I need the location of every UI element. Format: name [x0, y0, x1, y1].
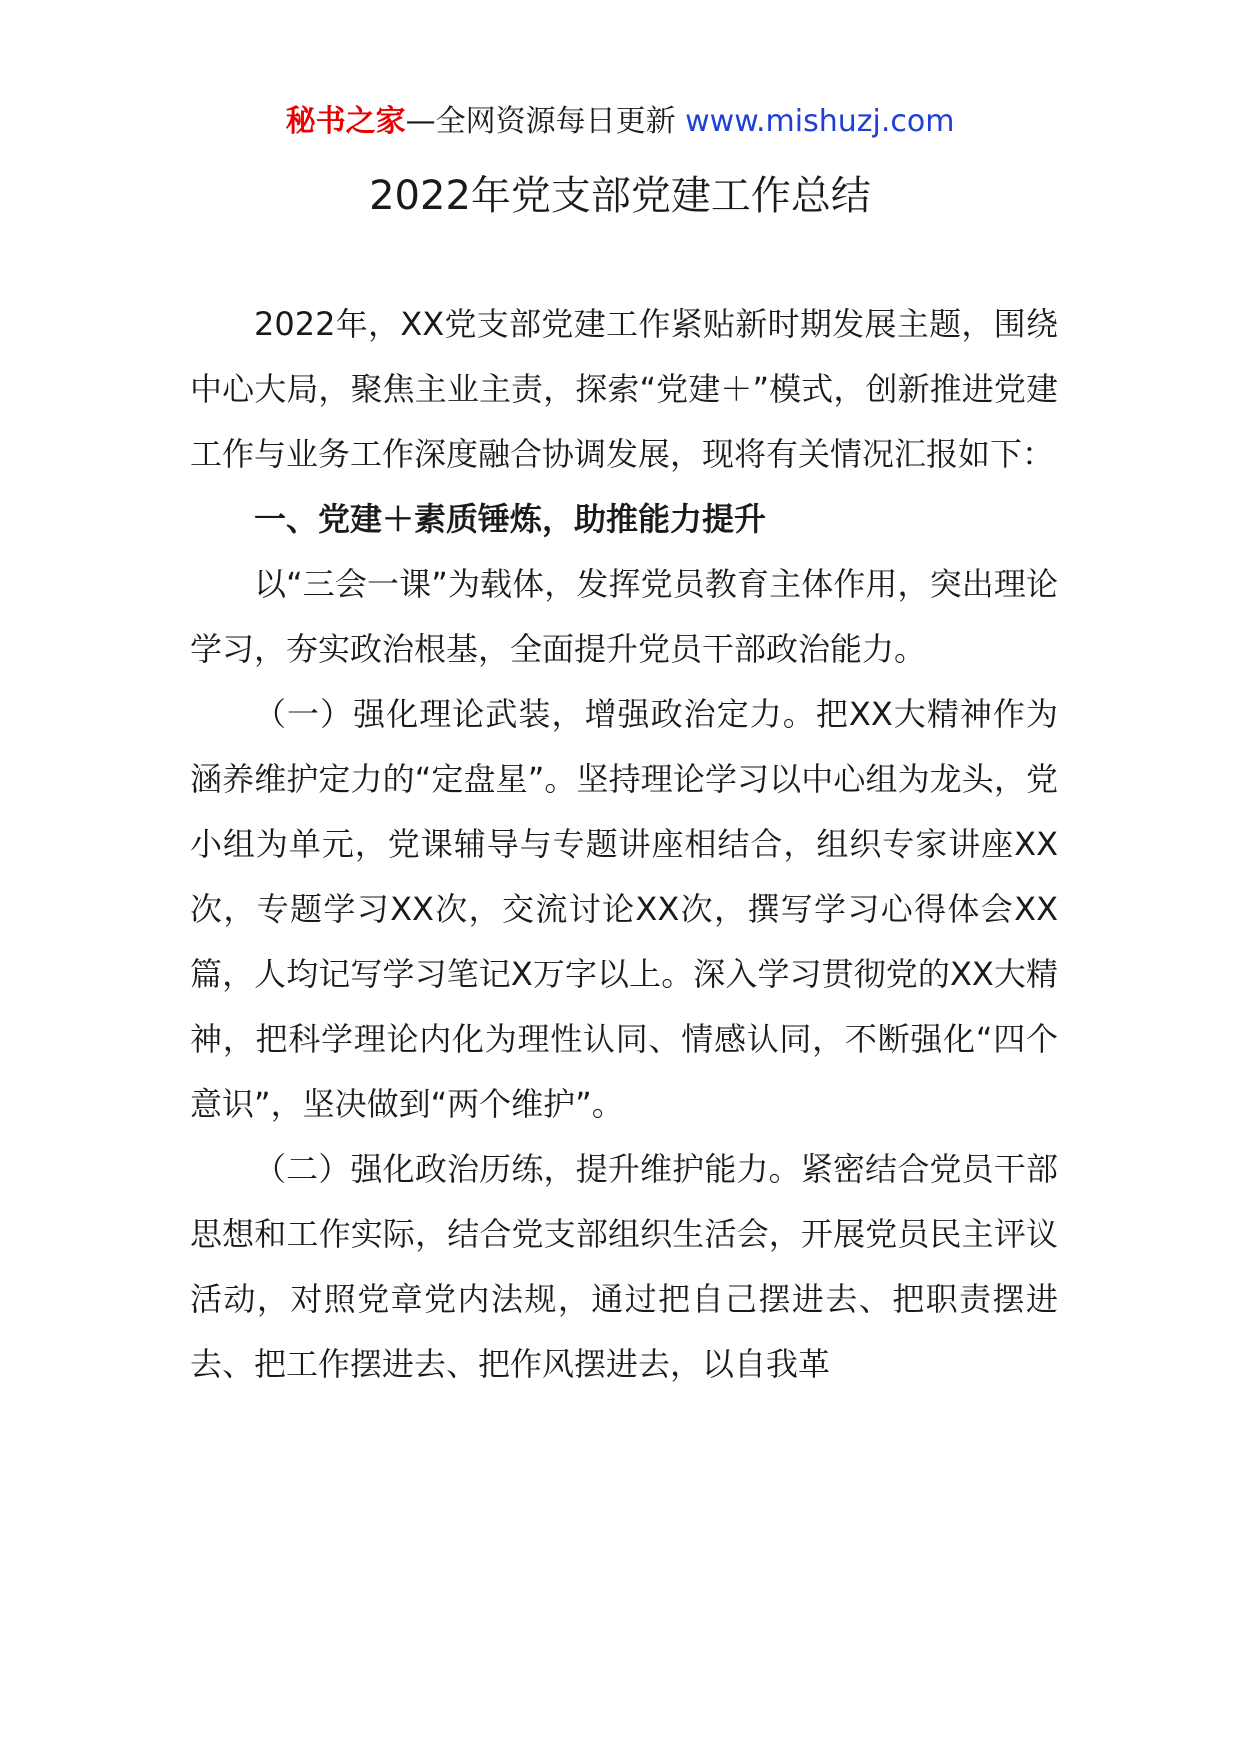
brand-name: 秘书之家 [285, 104, 406, 139]
document-body [190, 292, 1058, 1397]
section-1-intro-paragraph: 以“三会一课”为载体，发挥党员教育主体作用，突出理论学习，夯实政治根基，全面提升党员干部政治能力。 [190, 565, 1058, 668]
site-url[interactable]: www.mishuzj.com [685, 104, 955, 139]
subsection-2-paragraph: （二）强化政治历练，提升维护能力。紧密结合党员干部思想和工作实际，结合党支部组织生活会，开展党员民主评议活动，对照党章党内法规，通过把自己摆进去、把职责摆进去、把工作摆进去、把作风摆进去，以自我革 [190, 1150, 1058, 1383]
site-header [0, 100, 1240, 144]
intro-paragraph: 2022年，XX党支部党建工作紧贴新时期发展主题，围绕中心大局，聚焦主业主责，探索“党建＋”模式，创新推进党建工作与业务工作深度融合协调发展，现将有关情况汇报如下： [190, 305, 1058, 473]
document-title: 2022年党支部党建工作总结 [369, 173, 871, 219]
section-heading-1: 一、党建＋素质锤炼，助推能力提升 [254, 500, 767, 538]
site-tagline: —全网资源每日更新 [405, 104, 676, 139]
subsection-1-paragraph: （一）强化理论武装，增强政治定力。把XX大精神作为涵养维护定力的“定盘星”。坚持理论学习以中心组为龙头，党小组为单元，党课辅导与专题讲座相结合，组织专家讲座XX次，专题学习XX次，交流讨论XX次，撰写学习心得体会XX篇，人均记写学习笔记X万字以上。深入学习贯彻党的XX大精神，把科学理论内化为理性认同、情感认同，不断强化“四个意识”，坚决做到“两个维护”。 [190, 695, 1058, 1123]
